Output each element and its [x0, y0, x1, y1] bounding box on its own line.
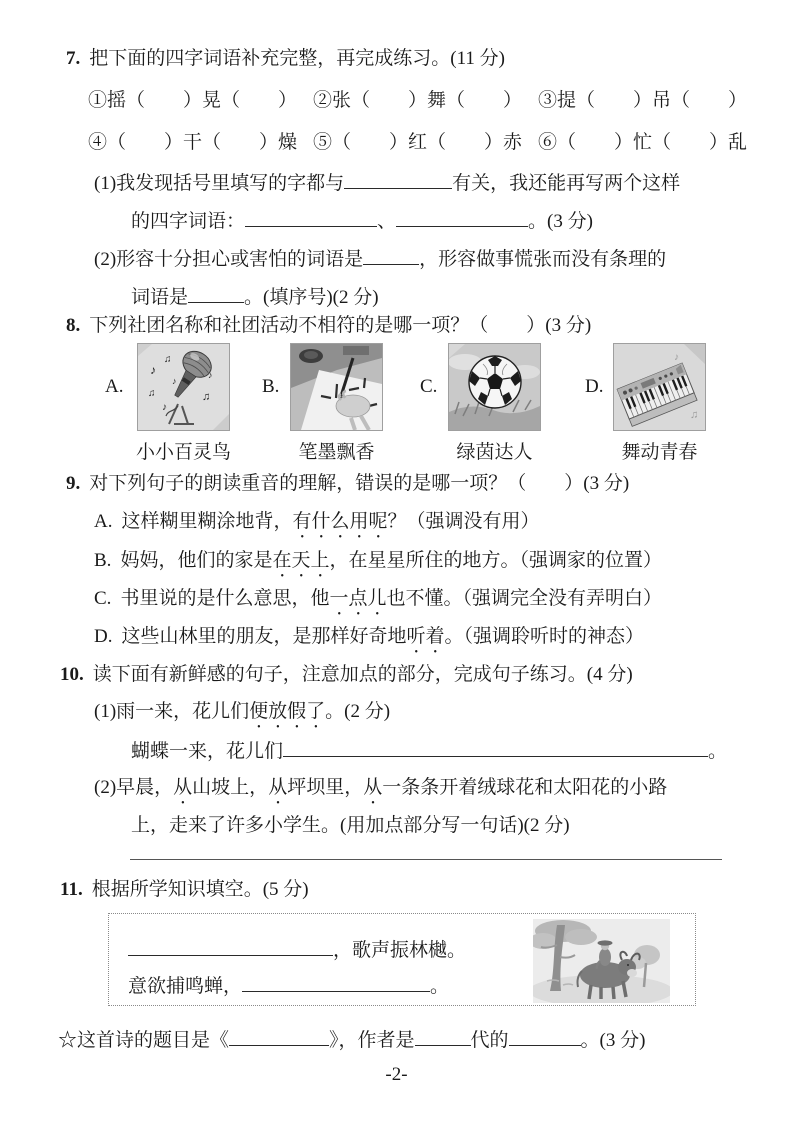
- idiom-blank-3: ③提（ ）吊（ ）: [538, 90, 748, 111]
- q7-number: 7.: [66, 48, 81, 69]
- q9-stem: [66, 471, 629, 497]
- q8-option-c-caption: 绿茵达人: [456, 442, 533, 463]
- q8-number: 8.: [66, 315, 81, 336]
- q9-option-a-post: ？（强调没有用）: [387, 511, 540, 532]
- q9-option-c-pre: 书里说的是什么意思，他: [120, 588, 330, 609]
- q11-stem: [60, 877, 309, 903]
- q10-stem-text: 读下面有新鲜感的句子，注意加点的部分，完成句子练习。(4 分): [92, 664, 633, 685]
- q10-sub1-pre: (1)雨一来，花儿们: [94, 701, 250, 722]
- star-seg2: 》，作者是: [329, 1030, 415, 1051]
- answer-blank: [415, 1026, 471, 1046]
- q9-option-b-emphasized: 在天上: [272, 550, 330, 571]
- answer-blank: [188, 283, 244, 303]
- q9-option-a: [94, 509, 540, 543]
- q9-option-b: [94, 548, 662, 582]
- q9-option-d-post: 。（强调聆听时的神态）: [444, 626, 645, 647]
- q7-stem-text: 把下面的四字词语补充完整，再完成练习。(11 分): [89, 48, 505, 69]
- q7-sub1-line1: [94, 169, 680, 197]
- svg-text:♪: ♪: [172, 376, 177, 386]
- q10-stem: [60, 662, 633, 688]
- q8-option-b-label: B.: [262, 376, 280, 397]
- q10-sub1-line2-pre: 蝴蝶一来，花儿们: [131, 741, 284, 762]
- idiom-blank-2: ②张（ ）舞（ ）: [313, 90, 523, 111]
- q11-star-line: [58, 1026, 645, 1054]
- q7-sub1-line2: [131, 207, 593, 235]
- answer-blank: [128, 936, 333, 956]
- answer-blank: [509, 1026, 581, 1046]
- q7-sub2-pre: (2)形容十分担心或害怕的词语是: [94, 249, 364, 270]
- q9-option-c: [94, 586, 662, 620]
- star-seg3: 代的: [470, 1030, 509, 1051]
- star-seg4: 。(3 分): [580, 1030, 646, 1051]
- q7-sub1-score: 。(3 分): [528, 211, 593, 232]
- answer-blank: [245, 207, 377, 227]
- q9-option-a-label: A.: [94, 511, 113, 532]
- calligraphy-image: [290, 343, 383, 431]
- q10-sub2-dotted-3: 从: [363, 777, 383, 798]
- q8-option-a-caption: 小小百灵鸟: [136, 442, 232, 463]
- q8-option-d-label: D.: [585, 376, 604, 397]
- idiom-blank-4: ④（ ）干（ ）燥: [88, 132, 298, 153]
- answer-blank: [396, 207, 528, 227]
- q8-stem-text: 下列社团名称和社团活动不相符的是哪一项？（ ）(3 分): [89, 315, 592, 336]
- q7-sub1-line2-pre: 的四字词语：: [131, 211, 246, 232]
- q7-stem: [66, 46, 505, 72]
- q10-sub1-line2: [131, 737, 727, 765]
- q10-sub2-seg4: 一条条开着绒球花和太阳花的小路: [382, 777, 668, 798]
- q7-sub2-line1: [94, 245, 666, 273]
- svg-text:♫: ♫: [148, 388, 156, 399]
- svg-text:♪: ♪: [208, 370, 213, 380]
- svg-text:♫: ♫: [690, 409, 699, 421]
- idiom-blank-5: ⑤（ ）红（ ）赤: [313, 132, 523, 153]
- q9-option-d-emphasized: 听着: [406, 626, 445, 647]
- soccer-ball-on-grass-illustration: [449, 344, 540, 430]
- boy-riding-water-buffalo-illustration: [533, 919, 670, 1003]
- poem-line2-period: 。: [430, 976, 450, 997]
- q9-option-d: [94, 624, 644, 658]
- q7-sub2-line2-pre: 词语是: [131, 287, 189, 308]
- poem-box: [108, 913, 696, 1006]
- poem-line1-text: ，歌声振林樾。: [333, 940, 467, 961]
- q11-stem-text: 根据所学知识填空。(5 分): [91, 879, 309, 900]
- q10-answer-line: [130, 845, 722, 860]
- svg-text:♫: ♫: [202, 391, 211, 403]
- q11-number: 11.: [60, 879, 83, 900]
- buffalo-painting: [533, 919, 670, 1008]
- q9-option-c-label: C.: [94, 588, 112, 609]
- star-seg1: ☆这首诗的题目是《: [58, 1030, 230, 1051]
- q7-idiom-row-1: [88, 88, 763, 114]
- q9-option-a-emphasized: 有什么用呢: [292, 511, 388, 532]
- poem-line2-text: 意欲捕鸣蝉，: [128, 976, 243, 997]
- q9-option-b-post: ，在星星所住的地方。（强调家的位置）: [329, 550, 662, 571]
- idiom-blank-6: ⑥（ ）忙（ ）乱: [538, 132, 748, 153]
- q10-sub2-dotted-1: 从: [173, 777, 193, 798]
- q10-sub2-dotted-2: 从: [268, 777, 288, 798]
- svg-text:♫: ♫: [164, 354, 172, 365]
- q10-sub1-post: 。(2 分): [325, 701, 391, 722]
- q10-sub2-seg2: 山坡上，: [192, 777, 269, 798]
- poem-line2: [128, 972, 449, 1000]
- answer-blank: [344, 169, 452, 189]
- q10-sub1-line1: [94, 699, 390, 733]
- q9-option-b-pre: 妈妈，他们的家是: [120, 550, 273, 571]
- q7-sub1-separator: 、: [377, 211, 397, 232]
- q7-sub2-mid: ，形容做事慌张而没有条理的: [419, 249, 667, 270]
- q9-option-a-pre: 这样糊里糊涂地背，: [121, 511, 293, 532]
- q7-sub2-line2: [131, 283, 379, 311]
- idiom-blank-1: ①摇（ ）晃（ ）: [88, 90, 298, 111]
- q9-option-c-post: 也不懂。（强调完全没有弄明白）: [386, 588, 662, 609]
- q7-sub1-pre: (1)我发现括号里填写的字都与: [94, 173, 345, 194]
- q7-idiom-row-2: [88, 130, 763, 156]
- q8-stem: [66, 313, 591, 339]
- q10-sub1-emphasized: 便放假了: [249, 701, 326, 722]
- answer-blank: [283, 737, 708, 757]
- q9-number: 9.: [66, 473, 81, 494]
- svg-text:♪: ♪: [162, 402, 167, 413]
- svg-text:♪: ♪: [674, 352, 679, 363]
- answer-blank: [229, 1026, 329, 1046]
- q8-option-a-label: A.: [105, 376, 124, 397]
- q10-sub2-line2: 上，走来了许多小学生。(用加点部分写一句话)(2 分): [131, 815, 570, 836]
- q10-number: 10.: [60, 664, 84, 685]
- q7-sub1-mid: 有关，我还能再写两个这样: [452, 173, 681, 194]
- poem-line1: [128, 936, 466, 964]
- q9-option-d-pre: 这些山林里的朋友，是那样好奇地: [121, 626, 407, 647]
- microphone-image: [137, 343, 230, 431]
- keyboard-image: [613, 343, 706, 431]
- answer-blank: [242, 972, 430, 992]
- page-number: -2-: [385, 1064, 408, 1085]
- microphone-with-music-notes-illustration: [138, 344, 229, 430]
- q10-sub2-seg1: (2)早晨，: [94, 777, 174, 798]
- svg-text:♪: ♪: [150, 363, 156, 377]
- q7-sub2-score: 。(填序号)(2 分): [244, 287, 379, 308]
- q10-sub2-line1: [94, 775, 667, 809]
- q10-sub1-line2-end: 。: [708, 741, 728, 762]
- q9-stem-text: 对下列句子的朗读重音的理解，错误的是哪一项？（ ）(3 分): [89, 473, 630, 494]
- q8-option-d-caption: 舞动青春: [621, 442, 698, 463]
- hand-writing-calligraphy-illustration: [291, 344, 382, 430]
- q10-sub2-seg3: 坪坝里，: [287, 777, 364, 798]
- electronic-keyboard-illustration: [614, 344, 705, 430]
- soccer-image: [448, 343, 541, 431]
- q9-option-b-label: B.: [94, 550, 112, 571]
- q9-option-d-label: D.: [94, 626, 113, 647]
- answer-blank: [363, 245, 419, 265]
- q8-option-b-caption: 笔墨飘香: [298, 442, 375, 463]
- q9-option-c-emphasized: 一点儿: [329, 588, 387, 609]
- q8-option-c-label: C.: [420, 376, 438, 397]
